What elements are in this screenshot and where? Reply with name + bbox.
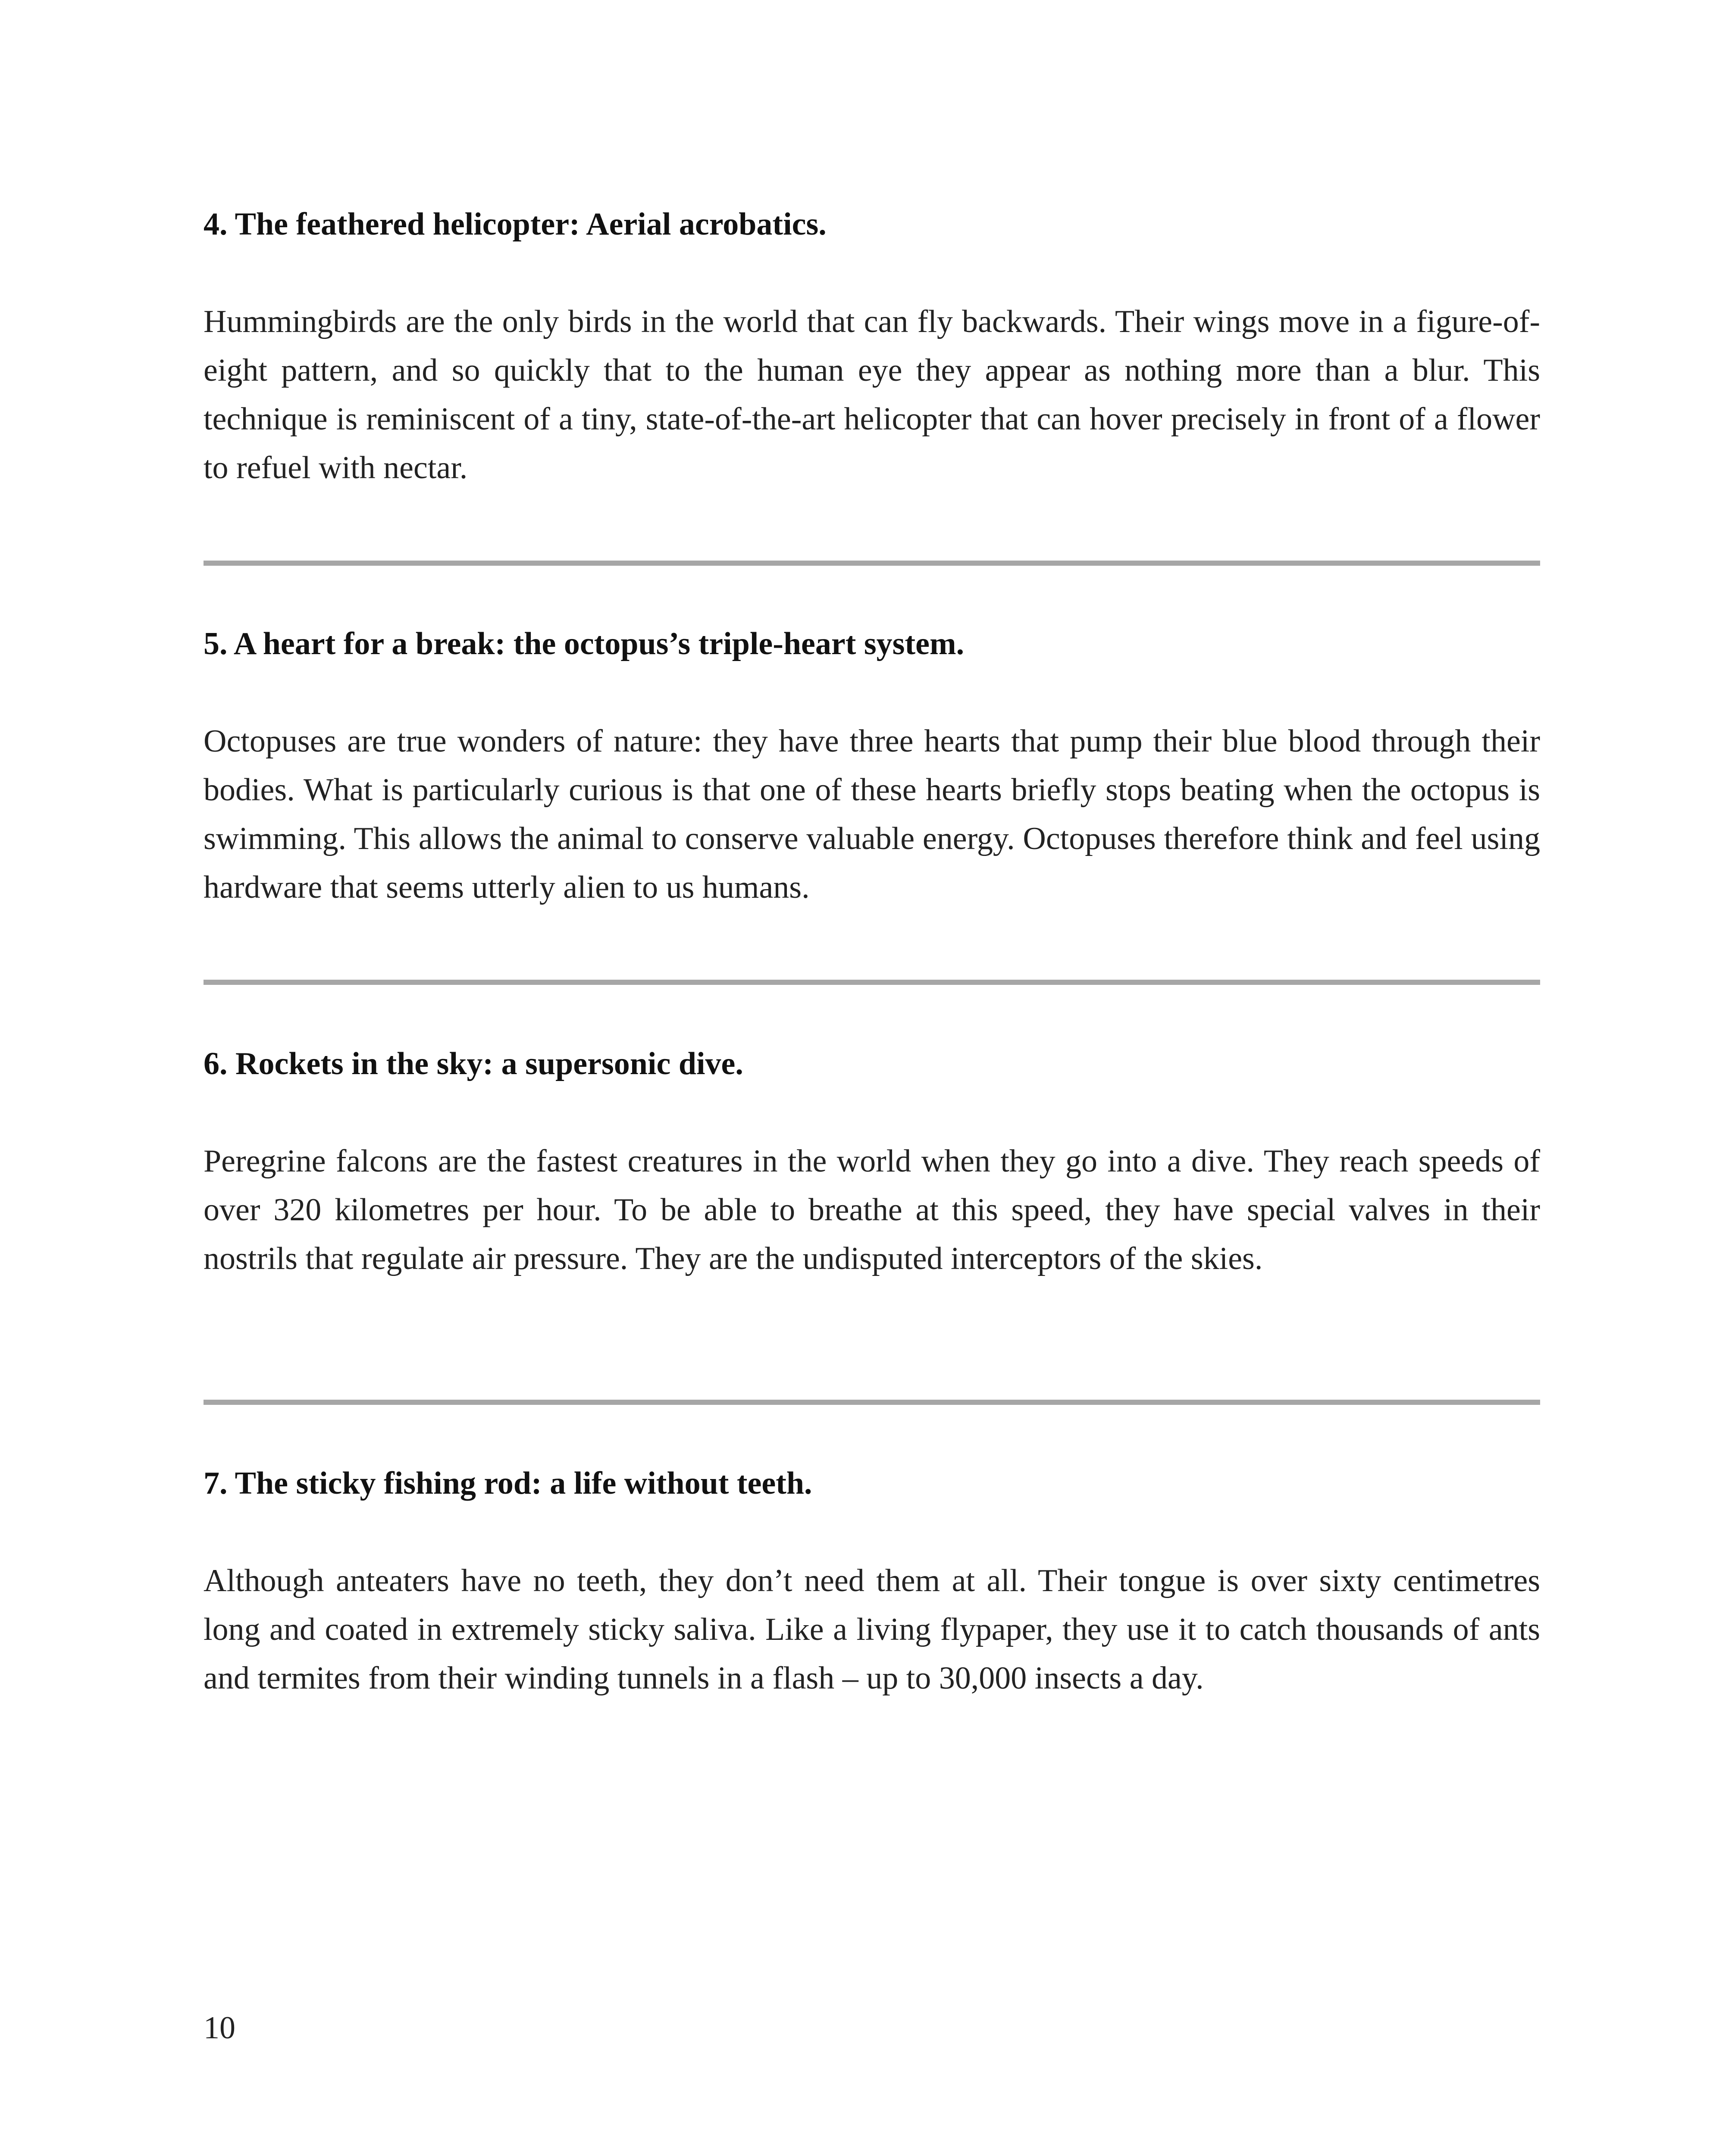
section-paragraph: Peregrine falcons are the fastest creatures in the world when they go into a dive. They reach speeds of over 320 kilometres per hour. To be able to breathe at this speed, they have special valves in their nostrils that regulate air pressure. They are the undisputed interceptors of the skies. bbox=[204, 1144, 1540, 1276]
section-hummingbirds bbox=[204, 205, 1540, 492]
section-paragraph: Octopuses are true wonders of nature: they have three hearts that pump their blue blood through their bodies. What is particularly curious is that one of these hearts briefly stops beating when the octopus is swimming. This allows the animal to conserve valuable energy. Octopuses therefore think and feel using hardware that seems utterly alien to us humans. bbox=[204, 724, 1540, 905]
section-heading: 4. The feathered helicopter: Aerial acrobatics. bbox=[204, 207, 827, 242]
page-number: 10 bbox=[204, 2010, 235, 2046]
section-divider bbox=[204, 980, 1540, 985]
section-divider bbox=[204, 1400, 1540, 1405]
section-heading: 5. A heart for a break: the octopus’s triple-heart system. bbox=[204, 626, 965, 661]
section-octopus bbox=[204, 624, 1540, 912]
section-peregrine-falcon bbox=[204, 1044, 1540, 1283]
section-anteater bbox=[204, 1464, 1540, 1703]
section-heading: 7. The sticky fishing rod: a life without teeth. bbox=[204, 1466, 812, 1501]
section-heading: 6. Rockets in the sky: a supersonic dive. bbox=[204, 1046, 743, 1081]
section-paragraph: Although anteaters have no teeth, they don’t need them at all. Their tongue is over sixty centimetres long and coated in extremely sticky saliva. Like a living flypaper, they use it to catch thousands of ants and termites from their winding tunnels in a flash – up to 30,000 insects a day. bbox=[204, 1563, 1540, 1696]
section-paragraph: Hummingbirds are the only birds in the world that can fly backwards. Their wings move in a figure-of-eight pattern, and so quickly that to the human eye they appear as nothing more than a blur. This technique is reminiscent of a tiny, state-of-the-art helicopter that can hover precisely in front of a flower to refuel with nectar. bbox=[204, 304, 1540, 486]
section-divider bbox=[204, 561, 1540, 566]
